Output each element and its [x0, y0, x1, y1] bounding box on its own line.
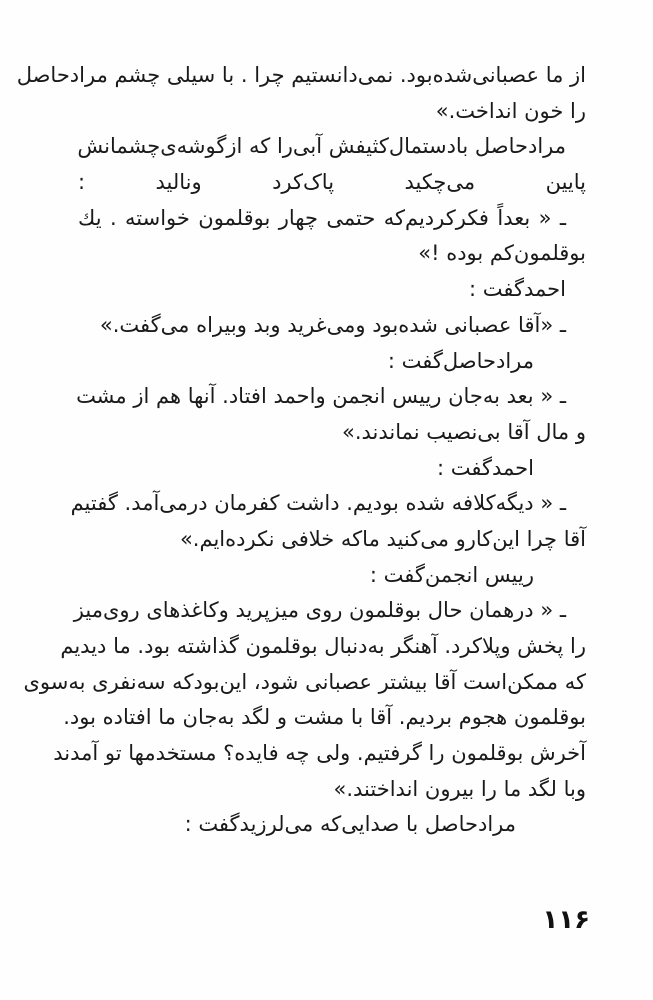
text-line: ـ « دیگه‌کلافه شده بودیم. داشت کفرمان درمی‌آمد. گفتیم [70, 491, 566, 516]
text-line: و مال آقا بی‌نصیب نماندند.» [341, 419, 586, 444]
text-line: آقا چرا این‌کارو می‌کنید ماکه خلافی نکرده‌ایم.» [179, 526, 586, 551]
text-line: ـ «آقا عصبانی شده‌بود ومی‌غرید وبد وبیراه می‌گفت.» [99, 312, 566, 337]
text-line: مرادحاصل‌گفت : [387, 348, 534, 373]
text-line: آخرش بوقلمون را گرفتیم. ولی چه فایده؟ مستخدمها تو آمدند [53, 741, 586, 766]
text-line: را پخش وپلاکرد. آهنگر به‌دنبال بوقلمون گذاشته بود. ما دیدیم [60, 634, 586, 658]
text-line: ـ « درهمان حال بوقلمون روی میزپرید وکاغذهای روی‌میز [73, 598, 566, 623]
text-line: رییس انجمن‌گفت : [369, 562, 534, 587]
text-line: وبا لگد ما را بیرون انداختند.» [333, 776, 586, 801]
page-number: ۱۱۶ [542, 905, 590, 935]
text-line: بوقلمون‌کم بوده !» [418, 241, 586, 266]
text-line: از ما عصبانی‌شده‌بود. نمی‌دانستیم چرا . با سیلی چشم مرادحاصل [16, 63, 586, 87]
text-line: احمدگفت : [437, 455, 534, 480]
text-line: که ممکن‌است آقا بیشتر عصبانی شود، این‌بودکه سه‌نفری به‌سوی [23, 669, 586, 694]
text-line: پایین می‌چکید پاک‌کرد ونالید : [78, 170, 586, 195]
text-line: احمدگفت : [469, 277, 566, 302]
text-line: ـ « بعداً فکرکردیم‌که حتمی چهار بوقلمون خواسته . یك [78, 205, 566, 230]
body-text [16, 58, 586, 843]
text-line: مرادحاصل بادستمال‌کثیفش آبی‌را که ازگوشه‌ی‌چشمانش [77, 134, 566, 159]
text-line: را خون انداخت.» [435, 98, 586, 123]
text-line: مرادحاصل با صدایی‌که می‌لرزیدگفت : [184, 812, 516, 837]
text-line: بوقلمون هجوم بردیم. آقا با مشت و لگد به‌جان ما افتاده بود. [63, 705, 586, 730]
text-line: ـ « بعد به‌جان رییس انجمن واحمد افتاد. آنها هم از مشت [76, 384, 566, 409]
